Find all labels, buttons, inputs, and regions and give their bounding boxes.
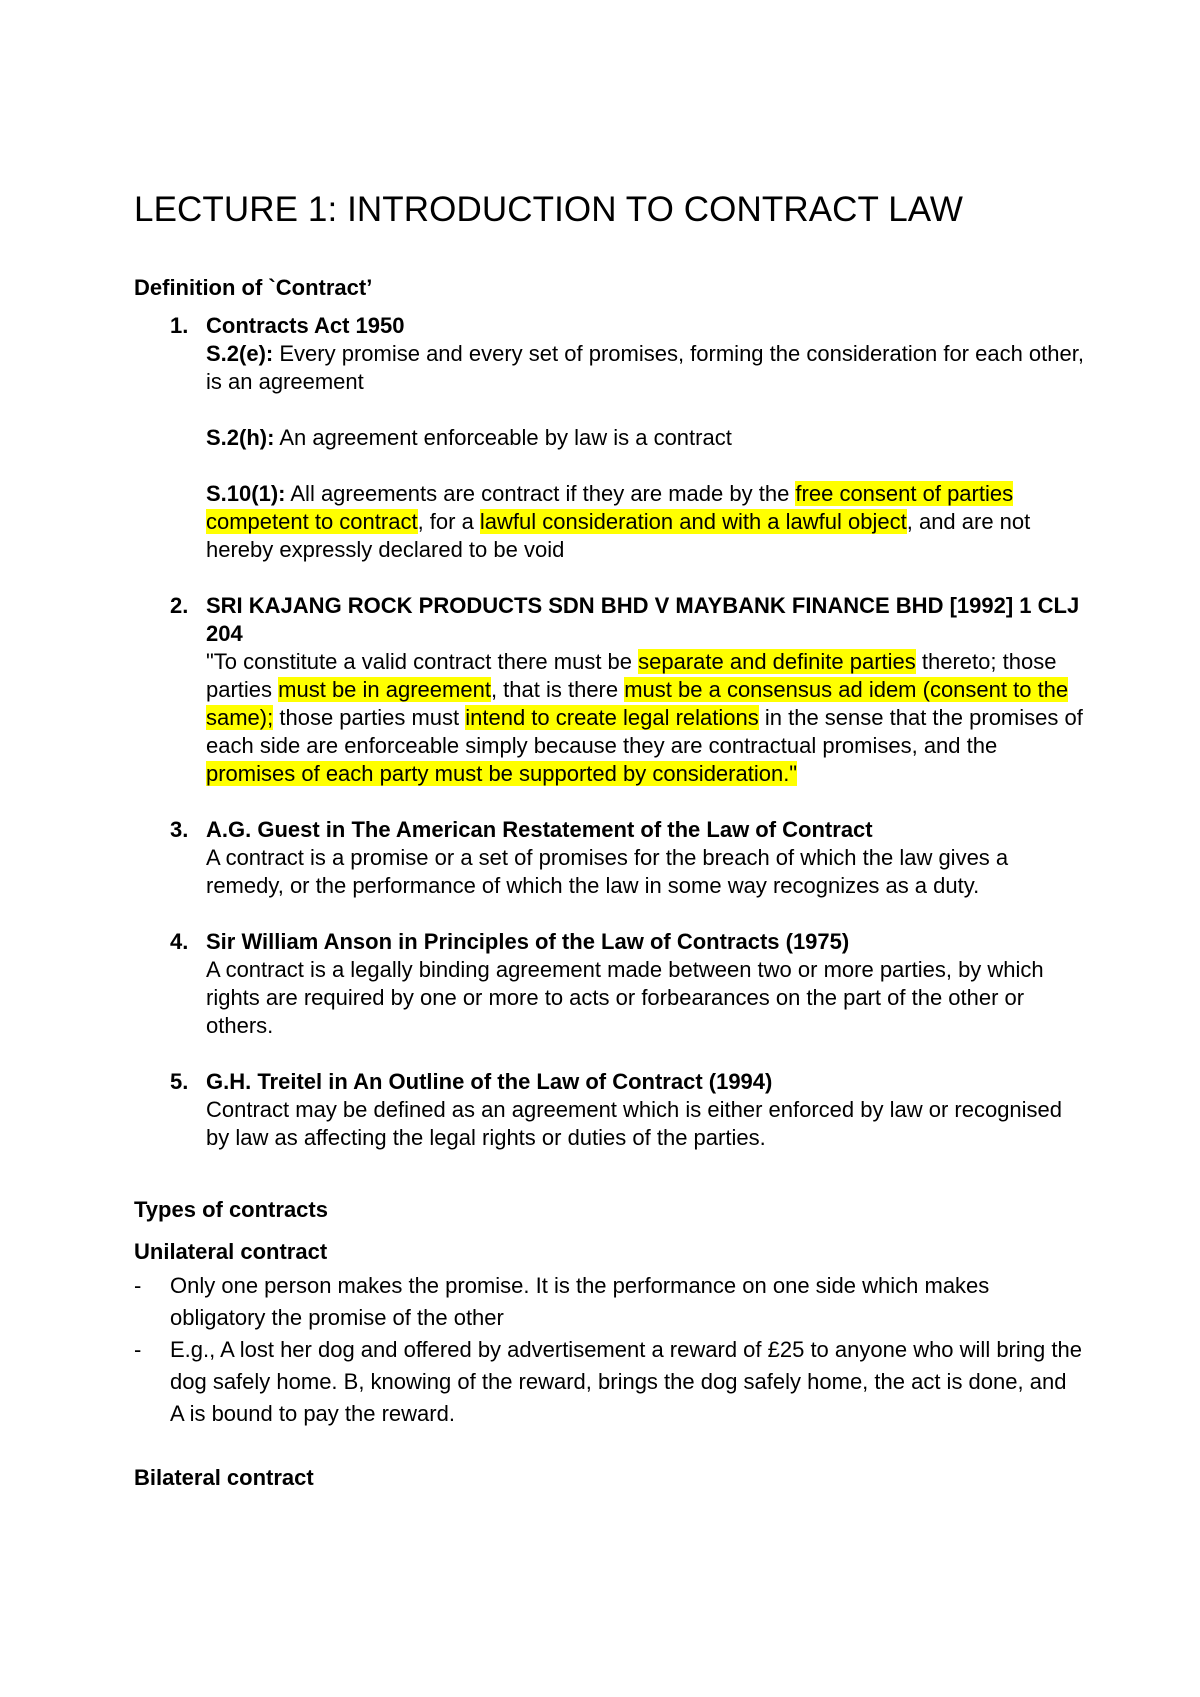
definition-item-2 — [134, 592, 1084, 788]
list-item-text: E.g., A lost her dog and offered by advertisement a reward of £25 to anyone who will bring the dog safely home. B, knowing of the reward, brings the dog safely home, the act is done, and A is bound to pay the reward. — [170, 1337, 1082, 1426]
list-item — [134, 1334, 1084, 1430]
definition-heading: Definition of `Contract’ — [134, 275, 373, 300]
unilateral-list — [134, 1270, 1084, 1430]
highlight: intend to create legal relations — [465, 705, 759, 730]
highlight: lawful consideration and with a lawful object — [479, 509, 907, 534]
bilateral-heading: Bilateral contract — [134, 1465, 314, 1490]
item-title: Sir William Anson in Principles of the Law of Contracts (1975) — [206, 929, 850, 954]
section-text: , for a — [417, 509, 480, 534]
section-label: S.10(1): — [206, 481, 286, 506]
section-2h — [206, 424, 1084, 452]
page-title: LECTURE 1: INTRODUCTION TO CONTRACT LAW — [134, 190, 964, 229]
quote-text: thereto; those parties — [206, 649, 1057, 702]
highlight: promises of each party must be supported by consideration." — [206, 761, 798, 786]
dash-bullet: - — [134, 1273, 142, 1298]
item-number: 4. — [170, 929, 189, 954]
types-heading: Types of contracts — [134, 1197, 328, 1222]
item-title: SRI KAJANG ROCK PRODUCTS SDN BHD V MAYBANK FINANCE BHD [1992] 1 CLJ 204 — [206, 593, 1080, 646]
quote-text: in the sense that the promises of each side are enforceable simply because they are contractual promises, and the — [206, 705, 1083, 758]
highlight: must be a consensus ad idem (consent to the same); — [206, 677, 1069, 730]
definition-item-5 — [134, 1068, 1084, 1152]
definition-item-1 — [134, 312, 1084, 564]
highlight: separate and definite parties — [638, 649, 916, 674]
section-text: All agreements are contract if they are made by the — [285, 481, 796, 506]
section-label: S.2(h): — [206, 425, 275, 450]
item-number: 1. — [170, 313, 189, 338]
section-text: Every promise and every set of promises, forming the consideration for each other, is an agreement — [206, 341, 1084, 394]
item-number: 5. — [170, 1069, 189, 1094]
definition-item-3 — [134, 816, 1084, 900]
item-text: A contract is a legally binding agreement made between two or more parties, by which rights are required by one or more to acts or forbearances on the part of the other or others. — [206, 957, 1044, 1038]
highlight: free consent of parties competent to contract — [206, 481, 1014, 534]
item-number: 2. — [170, 593, 189, 618]
quote-text: , that is there — [490, 677, 625, 702]
section-text: An agreement enforceable by law is a contract — [274, 425, 732, 450]
item-text: Contract may be defined as an agreement which is either enforced by law or recognised by law as affecting the legal rights or duties of the parties. — [206, 1097, 1063, 1150]
highlight: must be in agreement — [278, 677, 491, 702]
document-page — [134, 190, 1084, 1492]
list-item-text: Only one person makes the promise. It is the performance on one side which makes obligatory the promise of the other — [170, 1273, 990, 1330]
item-number: 3. — [170, 817, 189, 842]
section-text: , and are not hereby expressly declared to be void — [206, 509, 1031, 562]
item-title: Contracts Act 1950 — [206, 313, 405, 338]
quote-text: "To constitute a valid contract there must be — [206, 649, 639, 674]
case-quote — [206, 648, 1084, 788]
section-label: S.2(e): — [206, 341, 274, 366]
dash-bullet: - — [134, 1337, 142, 1362]
section-10-1 — [206, 480, 1084, 564]
definition-item-4 — [134, 928, 1084, 1040]
section-2e — [206, 340, 1084, 396]
item-title: A.G. Guest in The American Restatement of the Law of Contract — [206, 817, 873, 842]
list-item — [134, 1270, 1084, 1334]
unilateral-heading: Unilateral contract — [134, 1239, 328, 1264]
definition-list — [134, 312, 1084, 1152]
item-title: G.H. Treitel in An Outline of the Law of Contract (1994) — [206, 1069, 773, 1094]
item-text: A contract is a promise or a set of promises for the breach of which the law gives a remedy, or the performance of which the law in some way recognizes as a duty. — [206, 845, 1009, 898]
quote-text: those parties must — [273, 705, 466, 730]
